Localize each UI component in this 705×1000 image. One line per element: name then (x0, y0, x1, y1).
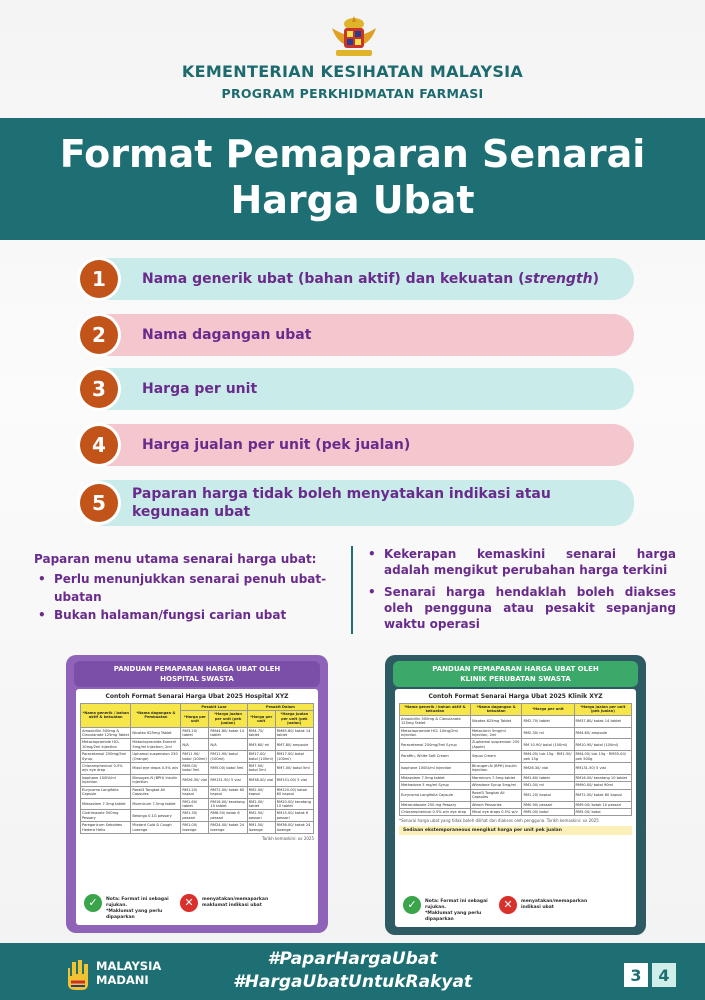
table-cell: Clotrimazole 500mg Pessary (81, 810, 131, 822)
table-header: *Harga per unit (522, 704, 574, 716)
hospital-note-no-line2: maklumat indikasi ubat (202, 903, 262, 908)
point-3-text: Harga per unit (142, 381, 258, 397)
table-row (81, 786, 314, 798)
table-cell: Paracetamol 250mg/5ml Syrup (400, 739, 471, 751)
table-cell: RM1.30/ pessari (181, 810, 209, 822)
table-cell: Binsugen-N (BPH) Insulin Injection (470, 763, 522, 775)
point-2-text: Nama dagangan ubat (142, 327, 312, 343)
hospital-note-ok (106, 897, 176, 921)
table-cell: Metronidazole 250 mg Pessary (400, 801, 471, 808)
table-header: *Nama generik / bahan aktif & kekuatan (81, 704, 131, 728)
point-5-number: 5 (80, 484, 118, 522)
menu-requirements-heading: Paparan menu utama senarai harga ubat: (34, 552, 317, 566)
table-cell: Rosel3 Tongkat Ali Capsules (470, 789, 522, 801)
check-icon: ✓ (84, 894, 102, 912)
table-header: *Harga jualan per unit (pek jualan) (574, 704, 631, 716)
table-row (81, 751, 314, 763)
table-cell: RM3.20/ tablet (181, 727, 209, 739)
table-cell: RM5.00/ botol (574, 808, 631, 815)
table-cell: RM11.90/ botol (100ml) (181, 751, 209, 763)
hospital-update-stamp: Tarikh kemaskini: xx 2025 (261, 835, 314, 841)
hospital-card-header-line1: PANDUAN PEMAPARAN HARGA UBAT OLEH (113, 665, 281, 673)
table-cell: RM3.60/ ml (247, 739, 275, 751)
hospital-note-no-line1: menyatakan/memaparkan (202, 897, 269, 902)
point-3-pill (84, 368, 634, 410)
table-cell: RM5.00/ botol 5ml (209, 763, 247, 775)
org-name: KEMENTERIAN KESIHATAN MALAYSIA (181, 62, 524, 81)
table-cell: Eurycoma Longifolia Capsule (81, 786, 131, 798)
table-row (81, 763, 314, 775)
point-4-number: 4 (80, 426, 118, 464)
table-cell: RM1.00/ lozenge (181, 822, 209, 834)
table-cell: Methadone 5 mg/ml Syrup (400, 782, 471, 789)
logo-line1: MALAYSIA (96, 959, 162, 973)
table-cell: RM90.00/ botol 90ml (574, 782, 631, 789)
table-cell: Mormicum 7.5mg tablet (131, 798, 181, 810)
table-header: *Harga jualan per unit (pek jualan) (209, 711, 247, 727)
table-cell: RM37.80/ kotak 14 tablet (574, 715, 631, 727)
table-cell: Micol eye drops 0.5% w/v (470, 808, 522, 815)
check-icon: ✓ (403, 896, 421, 914)
table-cell: Mormicum 7.5mg tablet (470, 774, 522, 781)
table-group-header: Pesakit Luar (181, 704, 247, 711)
point-5-text (132, 480, 551, 526)
logo-line2: MADANI (96, 973, 149, 987)
table-cell: RM5.00/ botol 5ml (181, 763, 209, 775)
clinic-note-ok-line1: Nota: Format ini sebagai rujukan. (425, 899, 488, 910)
madani-hand-icon (64, 954, 92, 992)
table-header: *Harga per unit (181, 711, 209, 727)
point-1-pill (84, 258, 634, 300)
table-row (400, 789, 632, 801)
table-cell: Midazolam 7.5mg tablet (400, 774, 471, 781)
clinic-yellow-note: Sediaan ekstemporaneous mengikut harga per unit pek jualan (399, 826, 632, 835)
table-header: *Nama dagangan & Pembuatan (131, 704, 181, 728)
table-cell: RM17.00/ botol (100ml) (247, 751, 275, 763)
point-1-text (142, 258, 599, 300)
table-cell: RM1.20/ kapsul (181, 786, 209, 798)
clinic-card-header (393, 661, 638, 687)
clinic-sheet-title: Contoh Format Senarai Harga Ubat 2025 Klinik XYZ (428, 693, 603, 700)
update-requirements (366, 546, 676, 638)
table-cell: RM2.00/ kapsul (247, 786, 275, 798)
table-cell: RM4.60/ ampoule (574, 727, 631, 739)
table-cell: Metoclopramide HCL 10mg/2ml Injection (400, 727, 471, 739)
point-1-text-em: strength (524, 271, 593, 287)
update-requirement-item: • Kekerapan kemaskini senarai harga adalah mengikut perubahan harga terkini (366, 546, 676, 578)
table-cell: Metoclopramide HCL 10mg/2ml Injection (81, 739, 131, 751)
table-header: *Nama dagangan & kekuatan (470, 704, 522, 716)
hashtag-2: #HargaUbatUntukRakyat (232, 972, 473, 992)
table-cell: RM26.30/ vial (181, 774, 209, 786)
hospital-guide-card (66, 655, 328, 933)
point-5-pill (84, 480, 634, 526)
title-banner (0, 118, 705, 240)
coat-of-arms-icon (326, 14, 382, 60)
table-cell: Amoxicillin 500mg & Clavulanate 125mg Tablet (82, 728, 130, 738)
table-cell: Metoclorin 5mg/ml Injection, 2ml (470, 727, 522, 739)
table-cell: RM7.80/ ampoule (275, 739, 313, 751)
table-group-header: Pesakit Dalam (247, 704, 313, 711)
page-title-line1: Format Pemaparan Senarai (59, 132, 646, 176)
table-row (81, 774, 314, 786)
page-number-3: 3 (622, 961, 650, 989)
clinic-sample-sheet (395, 689, 636, 927)
hospital-table-body (81, 727, 314, 833)
table-cell: RM72.00/ kotak 60 kapsul (209, 786, 247, 798)
table-cell: Mixol eye drops 0.5% w/v (131, 763, 181, 775)
table-row (400, 751, 632, 763)
clinic-table-body (400, 715, 632, 816)
table-cell: RM6.50/ kotak 6 pessari (209, 810, 247, 822)
table-cell: RM131.50/ 5 vial (574, 763, 631, 775)
table-header: *Harga per unit (247, 711, 275, 727)
table-cell: RM24.00/ kotak 24 lozenge (209, 822, 247, 834)
table-cell: RM65.80/ kotak 14 tablet (275, 727, 313, 739)
table-cell: RM1.20/ kapsul (522, 789, 574, 801)
table-cell: Paregoricum Seboides Hedera Helix (81, 822, 131, 834)
table-cell: RM16.00/ keratang 10 tablet (574, 774, 631, 781)
table-cell: RM131.50/ 5 vial (209, 774, 247, 786)
table-cell: N/A (209, 739, 247, 751)
table-cell: RM1.60/ tablet (522, 774, 574, 781)
table-row (81, 798, 314, 810)
clinic-note-no (521, 899, 611, 911)
table-cell: RM 10.90/ botol (100ml) (522, 739, 574, 751)
table-cell: Sepus Cream (470, 751, 522, 763)
clinic-price-table (399, 703, 632, 816)
menu-requirement-item: • Bukan halaman/fungsi carian ubat (34, 606, 334, 624)
table-cell: RM10.90/ botol (100ml) (574, 739, 631, 751)
point-1-text-post: ) (592, 271, 600, 287)
program-name: PROGRAM PERKHIDMATAN FARMASI (221, 86, 484, 101)
hospital-note (80, 891, 314, 921)
cross-icon: ✕ (180, 894, 198, 912)
table-row (400, 763, 632, 775)
malaysia-madani-logo (64, 952, 174, 994)
table-cell: RM11.90/ botol (100ml) (209, 751, 247, 763)
table-cell: Binsugen-N (BPH) Insulin Injection (131, 774, 181, 786)
point-4-text: Harga jualan per unit (pek jualan) (142, 437, 411, 453)
table-row (81, 727, 314, 739)
point-2-pill (84, 314, 634, 356)
update-requirement-item: • Senarai harga hendaklah boleh diakses oleh pengguna atau pesakit sepanjang waktu operasi (366, 584, 676, 632)
table-row (400, 727, 632, 739)
table-cell: Isophane 100IU/ml Injection (400, 763, 471, 775)
cross-icon: ✕ (499, 896, 517, 914)
table-cell: Midazolam 7.5mg tablet (81, 798, 131, 810)
table-row (400, 808, 632, 815)
clinic-card-header-line1: PANDUAN PEMAPARAN HARGA UBAT OLEH (432, 665, 599, 673)
table-cell: RM7.00/ botol 5ml (247, 763, 275, 775)
table-cell: Rosel3 Tongkat Ali Capsules (131, 786, 181, 798)
table-cell: RM20.00/ keratang 10 tablet (275, 798, 313, 810)
table-cell: RM2.00/ tablet (247, 798, 275, 810)
hospital-card-header (74, 661, 320, 687)
clinic-note (399, 893, 632, 923)
table-header: *Nama generik / bahan aktif & kekuatan (400, 704, 471, 716)
table-cell: Zuphamol suspension 250 (Apple) (470, 739, 522, 751)
table-row (400, 782, 632, 789)
table-cell: Chloramphenicol 0.5% w/v eye drop (400, 808, 471, 815)
table-cell: RM15.00/ kotak 6 pessari (275, 810, 313, 822)
table-cell: RM2.70/ tablet (522, 715, 574, 727)
table-row (81, 822, 314, 834)
hospital-note-ok-line1: Nota: Format ini sebagai rujukan. (106, 897, 169, 908)
clinic-guide-card (385, 655, 646, 935)
table-cell: Belongo 0.1G pessary (131, 810, 181, 822)
page-title-line2: Harga Ubat (230, 178, 475, 222)
table-cell: RM1.00/ ml (522, 782, 574, 789)
point-2-number: 2 (80, 316, 118, 354)
table-cell: Aftroin Pessaries (470, 801, 522, 808)
hashtag-1: #PaparHargaUbat (267, 949, 438, 969)
divider (351, 546, 353, 634)
table-cell: Aftradone Syrup 5mg/ml (470, 782, 522, 789)
hospital-note-ok-line2: *Maklumat yang perlu dipaparkan (106, 909, 163, 920)
table-cell: Paracetamol 250mg/5ml Syrup (81, 751, 131, 763)
hospital-price-table (80, 703, 314, 834)
hospital-card-header-line2: HOSPITAL SWASTA (160, 675, 234, 683)
table-cell: RM4.70/ tablet (247, 727, 275, 739)
table-row (400, 715, 632, 727)
table-cell: Amoxicillin 500mg & Clavulanate 125mg Tablet (400, 715, 471, 727)
table-cell: N/A (181, 739, 209, 751)
table-cell: RM5.00/ botol (522, 808, 574, 815)
clinic-note-ok-line2: *Maklumat yang perlu dipaparkan (425, 911, 482, 922)
table-cell: Paraffin, White Soft Cream (400, 751, 471, 763)
table-row (81, 739, 314, 751)
table-cell: RM44.80/ kotak 14 tablet (209, 727, 247, 739)
table-cell: RM151.00/ 5 vial (275, 774, 313, 786)
table-cell: RM1.50/ lozenge (247, 822, 275, 834)
table-cell: RM72.00/ kotak 60 kapsul (574, 789, 631, 801)
table-row (81, 810, 314, 822)
clinic-card-header-line2: KLINIK PERUBATAN SWASTA (460, 675, 571, 683)
table-cell: RM1.60/ tablet (181, 798, 209, 810)
table-cell: RM0.90/ pessari (522, 801, 574, 808)
table-cell: Chloramphenicol 0.5% w/v eye drop (81, 763, 131, 775)
table-cell: Eurycoma Longifolia Capsule (400, 789, 471, 801)
table-cell: Nicotex 625mg Tablet (470, 715, 522, 727)
table-header: *Harga jualan per unit (pek jualan) (275, 711, 313, 727)
point-5-line2: kegunaan ubat (132, 504, 251, 520)
table-cell: RM9.00/ kotak 10 pessari (574, 801, 631, 808)
table-cell: RM4.05/ tub 15g · RM55.00/ pek 500g (574, 751, 631, 763)
table-cell: RM36.00/ kotak 24 lozenge (275, 822, 313, 834)
table-cell: Nicotex 625mg Tablet (131, 727, 181, 739)
table-cell: RM2.50/ pessari (247, 810, 275, 822)
point-1-text-pre: Nama generik ubat (bahan aktif) dan kekuatan ( (142, 271, 525, 287)
clinic-footnote: *Senarai harga ubat yang tidak boleh dilihat dan diakses oleh pengguna. Tarikh kemaskini: xx 2025 (399, 818, 599, 824)
point-4-pill (84, 424, 634, 466)
point-5-line1: Paparan harga tidak boleh menyatakan indikasi atau (132, 486, 551, 502)
clinic-note-no-line1: menyatakan/memaparkan (521, 899, 588, 904)
hospital-sample-sheet (76, 689, 318, 925)
table-row (400, 739, 632, 751)
hospital-sheet-title: Contoh Format Senarai Harga Ubat 2025 Hospital XYZ (105, 693, 289, 700)
menu-requirement-item: • Perlu menunjukkan senarai penuh ubat-ubatan (34, 570, 334, 606)
clinic-note-ok (425, 899, 495, 923)
table-row (400, 774, 632, 781)
table-cell: RM2.30/ ml (522, 727, 574, 739)
table-cell: Isophane 100IU/ml Injection (81, 774, 131, 786)
table-cell: RM16.00/ keratang 10 tablet (209, 798, 247, 810)
table-cell: RM7.00/ botol 5ml (275, 763, 313, 775)
menu-requirements (34, 550, 334, 624)
table-cell: RM120.00/ kotak 60 kapsul (275, 786, 313, 798)
table-row (400, 801, 632, 808)
clinic-note-no-line2: indikasi ubat (521, 905, 554, 910)
page-number-4: 4 (650, 961, 678, 989)
table-cell: Mixtard Cold & Cough Lozenge (131, 822, 181, 834)
table-cell: RM17.00/ botol (100ml) (275, 751, 313, 763)
hospital-note-no (202, 897, 292, 909)
table-cell: Uphamol suspension 250 (Orange) (131, 751, 181, 763)
table-cell: Metoclopramide-Esmeril 5mg/ml Injection, 2ml (131, 739, 181, 751)
point-3-number: 3 (80, 370, 118, 408)
table-cell: RM4.05/ tub 15g · RM1.50/ pek 15g (522, 751, 574, 763)
point-1-number: 1 (80, 260, 118, 298)
table-cell: RM38.00/ vial (247, 774, 275, 786)
table-cell: RM26.30/ vial (522, 763, 574, 775)
